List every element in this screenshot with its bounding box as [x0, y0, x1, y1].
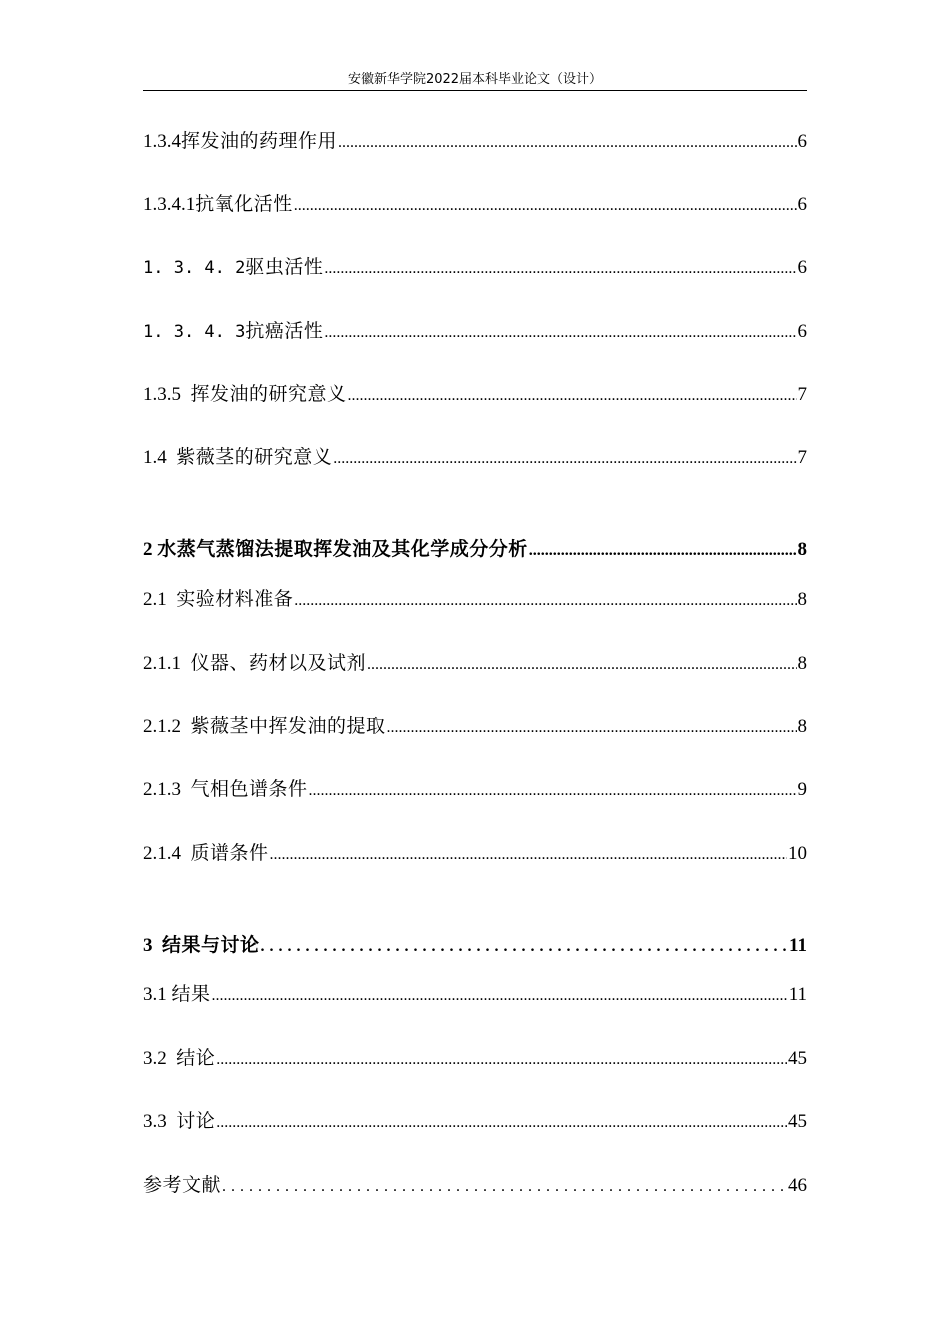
toc-entry-number: 2.1 — [143, 589, 177, 610]
toc-entry-page: 6 — [797, 194, 807, 215]
toc-entry-number: 1. 3. 4. 2 — [143, 258, 246, 278]
toc-leader-dots — [387, 713, 797, 743]
toc-entry-title: 结论 — [176, 1047, 216, 1069]
toc-entry-title: 结果 — [171, 983, 211, 1005]
toc-entry-page: 6 — [797, 321, 807, 342]
toc-leader-dots — [216, 1108, 787, 1138]
toc-entry-title: 实验材料准备 — [176, 588, 294, 610]
toc-entry-number: 2.1.2 — [143, 716, 191, 737]
toc-entry-3-1[interactable] — [143, 979, 807, 1009]
toc-entry-title: 挥发油的药理作用 — [181, 130, 338, 152]
toc-entry-number: 1.3.4.1 — [143, 194, 196, 215]
toc-entry-2-1-3[interactable] — [143, 774, 807, 804]
toc-entry-2-1[interactable] — [143, 584, 807, 614]
toc-entry-1-3-4[interactable] — [143, 126, 807, 156]
toc-entry-title: 结果与讨论 — [162, 934, 260, 956]
toc-entry-title: 水蒸气蒸馏法提取挥发油及其化学成分分析 — [157, 538, 528, 560]
toc-entry-title: 紫薇茎中挥发油的提取 — [190, 715, 386, 737]
toc-entry-page: 6 — [797, 257, 807, 278]
toc-entry-page: 8 — [797, 589, 807, 610]
toc-leader-dots — [338, 128, 796, 158]
toc-entry-page: 45 — [788, 1048, 807, 1069]
toc-entry-title: 气相色谱条件 — [190, 778, 308, 800]
toc-entry-number: 2.1.1 — [143, 653, 191, 674]
toc-leader-dots — [294, 191, 797, 221]
toc-entry-number: 3.3 — [143, 1111, 177, 1132]
toc-entry-page: 10 — [788, 843, 807, 864]
toc-entry-page: 45 — [788, 1111, 807, 1132]
toc-entry-chapter-3[interactable] — [143, 930, 807, 960]
toc-entry-number: 1.3.5 — [143, 384, 191, 405]
toc-entry-page: 8 — [797, 653, 807, 674]
toc-leader-dots — [333, 444, 796, 474]
toc-entry-number: 3.2 — [143, 1048, 177, 1069]
toc-entry-number: 1. 3. 4. 3 — [143, 322, 246, 342]
toc-entry-page: 46 — [788, 1175, 807, 1196]
toc-entry-page: 11 — [788, 984, 807, 1005]
toc-leader-dots — [261, 932, 789, 962]
toc-entry-number: 3 — [143, 935, 162, 956]
toc-entry-title: 紫薇茎的研究意义 — [176, 446, 333, 468]
header-rule — [143, 90, 807, 91]
toc-entry-number: 2.1.4 — [143, 843, 191, 864]
toc-leader-dots — [294, 586, 796, 616]
toc-entry-page: 7 — [797, 384, 807, 405]
toc-entry-page: 9 — [797, 779, 807, 800]
toc-entry-title: 抗氧化活性 — [195, 193, 293, 215]
toc-leader-dots — [270, 840, 787, 870]
toc-entry-title: 仪器、药材以及试剂 — [190, 652, 367, 674]
toc-entry-1-3-4-2[interactable] — [143, 252, 807, 282]
toc-entry-1-3-4-3[interactable] — [143, 316, 807, 346]
toc-entry-3-2[interactable] — [143, 1043, 807, 1073]
toc-leader-dots — [324, 318, 796, 348]
toc-entry-title: 质谱条件 — [190, 842, 269, 864]
toc-leader-dots — [367, 650, 796, 680]
toc-entry-1-3-5[interactable] — [143, 379, 807, 409]
toc-entry-title: 抗癌活性 — [245, 320, 324, 342]
toc-entry-2-1-1[interactable] — [143, 648, 807, 678]
page-header: 安徽新华学院2022届本科毕业论文（设计） — [347, 72, 603, 87]
toc-entry-number: 3.1 — [143, 984, 172, 1005]
toc-entry-title: 讨论 — [176, 1110, 216, 1132]
toc-entry-chapter-2[interactable] — [143, 534, 807, 564]
toc-leader-dots — [212, 981, 788, 1011]
toc-entry-2-1-4[interactable] — [143, 838, 807, 868]
toc-entry-3-3[interactable] — [143, 1106, 807, 1136]
toc-entry-page: 7 — [797, 447, 807, 468]
toc-entry-page: 8 — [797, 716, 807, 737]
toc-leader-dots — [309, 776, 797, 806]
toc-entry-references[interactable] — [143, 1170, 807, 1200]
toc-entry-title: 挥发油的研究意义 — [190, 383, 347, 405]
toc-entry-number: 1.4 — [143, 447, 177, 468]
toc-leader-dots — [216, 1045, 787, 1075]
toc-entry-number: 2 — [143, 539, 158, 560]
toc-leader-dots — [529, 536, 797, 566]
toc-entry-1-3-4-1[interactable] — [143, 189, 807, 219]
toc-entry-page: 6 — [797, 131, 807, 152]
toc-leader-dots — [222, 1172, 787, 1202]
toc-entry-page: 11 — [789, 935, 807, 956]
toc-entry-title: 驱虫活性 — [245, 256, 324, 278]
toc-leader-dots — [348, 381, 797, 411]
toc-entry-1-4[interactable] — [143, 442, 807, 472]
toc-entry-page: 8 — [797, 539, 807, 560]
toc-leader-dots — [324, 254, 796, 284]
toc-entry-number: 2.1.3 — [143, 779, 191, 800]
toc-entry-number: 1.3.4 — [143, 131, 181, 152]
toc-entry-2-1-2[interactable] — [143, 711, 807, 741]
toc-entry-title: 参考文献 — [143, 1174, 222, 1196]
